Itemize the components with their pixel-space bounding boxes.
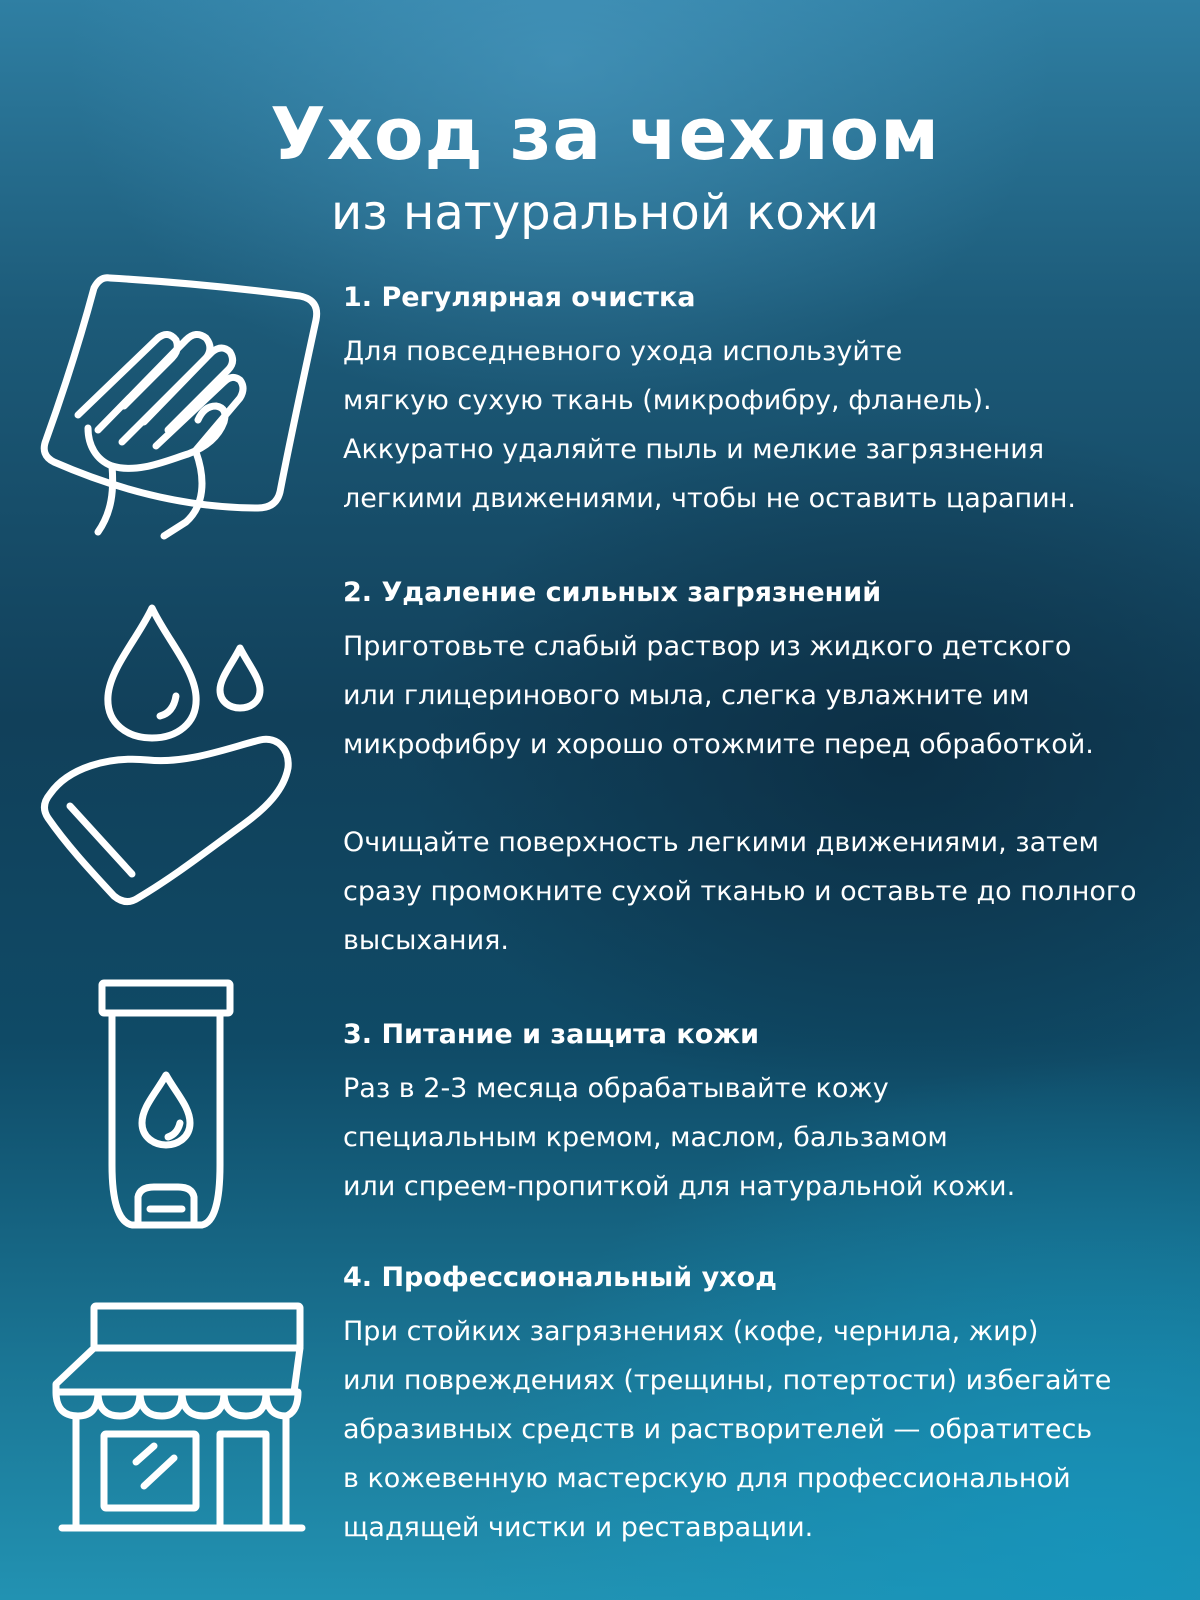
section-text-line: легкими движениями, чтобы не оставить царапин.: [343, 483, 1076, 514]
section-text-line: Для повседневного ухода используйте: [343, 336, 903, 367]
section-text-line: сразу промокните сухой тканью и оставьте до полного: [343, 876, 1137, 907]
section-text-line: При стойких загрязнениях (кофе, чернила, жир): [343, 1316, 1039, 1347]
section-text-line: или спреем-пропиткой для натуральной кожи.: [343, 1171, 1016, 1202]
hand-cloth-icon: [28, 270, 328, 555]
section-text-line: микрофибру и хорошо отожмите перед обработкой.: [343, 729, 1094, 760]
page-subtitle: из натуральной кожи: [331, 185, 879, 241]
section-nutrition-protection: [343, 1017, 1183, 1211]
section-text-line: или повреждениях (трещины, потертости) избегайте: [343, 1365, 1112, 1396]
section-regular-cleaning: [343, 280, 1183, 523]
section-text-line: специальным кремом, маслом, бальзамом: [343, 1122, 948, 1153]
section-professional-care: [343, 1260, 1183, 1552]
section-text-line: или глицеринового мыла, слегка увлажните им: [343, 680, 1030, 711]
section-text-line: Приготовьте слабый раствор из жидкого детского: [343, 631, 1072, 662]
section-text-line: Раз в 2-3 месяца обрабатывайте кожу: [343, 1073, 889, 1104]
cream-tube-icon: [92, 975, 242, 1235]
shop-storefront-icon: [40, 1300, 320, 1550]
section-text-line: щадящей чистки и реставрации.: [343, 1512, 814, 1543]
section-text-line: абразивных средств и растворителей — обратитесь: [343, 1414, 1093, 1445]
section-heading: 3. Питание и защита кожи: [343, 1019, 760, 1050]
page-title: Уход за чехлом: [270, 92, 940, 176]
section-text-line: Аккуратно удаляйте пыль и мелкие загрязнения: [343, 434, 1045, 465]
header: [0, 92, 1200, 244]
section-heading: 4. Профессиональный уход: [343, 1262, 777, 1293]
water-drops-cloth-icon: [28, 598, 328, 918]
section-text-line: высыхания.: [343, 925, 509, 956]
section-text-line: Очищайте поверхность легкими движениями, затем: [343, 827, 1099, 858]
section-heavy-dirt-removal: [343, 575, 1183, 965]
section-text-line: мягкую сухую ткань (микрофибру, фланель).: [343, 385, 992, 416]
section-text-line: в кожевенную мастерскую для профессиональной: [343, 1463, 1071, 1494]
section-heading: 1. Регулярная очистка: [343, 282, 696, 313]
section-heading: 2. Удаление сильных загрязнений: [343, 577, 882, 608]
